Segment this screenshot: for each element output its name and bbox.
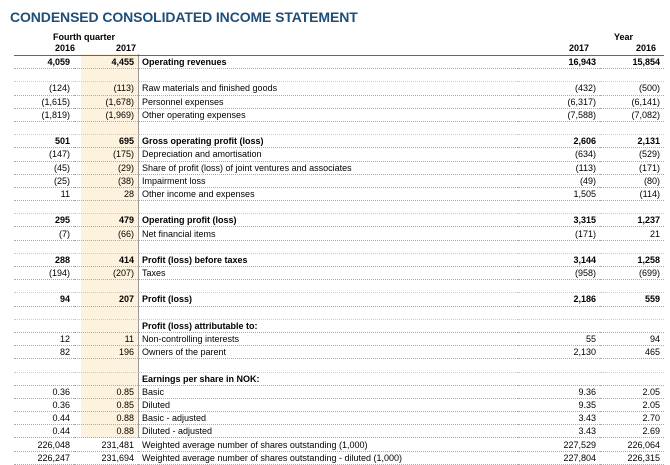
cell-y2017 bbox=[518, 306, 600, 319]
cell-label bbox=[138, 280, 518, 293]
cell-q2017: (29) bbox=[74, 161, 138, 174]
table-row bbox=[14, 161, 664, 174]
cell-q2016: (7) bbox=[14, 227, 74, 240]
col-header-q2017: 2017 bbox=[116, 43, 137, 53]
cell-q2016: 82 bbox=[14, 346, 74, 359]
cell-y2016: 2.70 bbox=[600, 412, 664, 425]
table-row bbox=[14, 372, 664, 385]
spacer-row bbox=[14, 359, 664, 372]
table-row bbox=[14, 214, 664, 227]
cell-q2017 bbox=[74, 69, 138, 82]
cell-y2017 bbox=[518, 240, 600, 253]
cell-y2016 bbox=[600, 306, 664, 319]
cell-q2016 bbox=[14, 69, 74, 82]
cell-y2017 bbox=[518, 121, 600, 134]
cell-q2016: 226,247 bbox=[14, 451, 74, 464]
cell-y2016: 2.05 bbox=[600, 398, 664, 411]
income-statement-table bbox=[14, 55, 664, 465]
cell-q2016: 4,059 bbox=[14, 56, 74, 69]
cell-y2016: (80) bbox=[600, 174, 664, 187]
cell-q2017 bbox=[74, 280, 138, 293]
cell-y2016: 94 bbox=[600, 332, 664, 345]
cell-q2017: (38) bbox=[74, 174, 138, 187]
cell-y2017: 55 bbox=[518, 332, 600, 345]
cell-q2017 bbox=[74, 121, 138, 134]
cell-y2017: 227,804 bbox=[518, 451, 600, 464]
cell-q2017: (113) bbox=[74, 82, 138, 95]
cell-q2016: 0.44 bbox=[14, 425, 74, 438]
cell-y2016: 15,854 bbox=[600, 56, 664, 69]
cell-y2016: 1,237 bbox=[600, 214, 664, 227]
cell-y2016: 2.05 bbox=[600, 385, 664, 398]
quarter-header: Fourth quarter bbox=[53, 32, 115, 42]
cell-q2016: 0.36 bbox=[14, 385, 74, 398]
table-row bbox=[14, 425, 664, 438]
cell-y2016 bbox=[600, 319, 664, 332]
cell-q2016: (25) bbox=[14, 174, 74, 187]
cell-q2017: 196 bbox=[74, 346, 138, 359]
spacer-row bbox=[14, 280, 664, 293]
cell-label: Owners of the parent bbox=[138, 346, 518, 359]
cell-label: Other operating expenses bbox=[138, 108, 518, 121]
cell-label: Gross operating profit (loss) bbox=[138, 135, 518, 148]
table-row bbox=[14, 95, 664, 108]
cell-label: Profit (loss) bbox=[138, 293, 518, 306]
cell-q2016: (1,819) bbox=[14, 108, 74, 121]
cell-y2017 bbox=[518, 69, 600, 82]
cell-q2016 bbox=[14, 201, 74, 214]
cell-q2016 bbox=[14, 319, 74, 332]
cell-y2016: (529) bbox=[600, 148, 664, 161]
cell-y2016: (6,141) bbox=[600, 95, 664, 108]
cell-label: Non-controlling interests bbox=[138, 332, 518, 345]
cell-q2016: 501 bbox=[14, 135, 74, 148]
cell-label bbox=[138, 69, 518, 82]
cell-label: Operating profit (loss) bbox=[138, 214, 518, 227]
cell-label: Basic bbox=[138, 385, 518, 398]
cell-q2017: 231,481 bbox=[74, 438, 138, 451]
cell-label: Raw materials and finished goods bbox=[138, 82, 518, 95]
cell-y2017: 16,943 bbox=[518, 56, 600, 69]
cell-q2016: 0.36 bbox=[14, 398, 74, 411]
cell-label bbox=[138, 121, 518, 134]
cell-y2016: 465 bbox=[600, 346, 664, 359]
cell-y2017: 9.35 bbox=[518, 398, 600, 411]
cell-y2017: 2,130 bbox=[518, 346, 600, 359]
cell-y2016: 559 bbox=[600, 293, 664, 306]
cell-label: Operating revenues bbox=[138, 56, 518, 69]
cell-y2017: 3.43 bbox=[518, 425, 600, 438]
cell-label: Profit (loss) before taxes bbox=[138, 253, 518, 266]
cell-label: Profit (loss) attributable to: bbox=[138, 319, 518, 332]
cell-q2016 bbox=[14, 372, 74, 385]
cell-label: Earnings per share in NOK: bbox=[138, 372, 518, 385]
cell-y2016: 226,064 bbox=[600, 438, 664, 451]
spacer-row bbox=[14, 121, 664, 134]
table-row bbox=[14, 82, 664, 95]
cell-q2016: 226,048 bbox=[14, 438, 74, 451]
cell-q2016 bbox=[14, 280, 74, 293]
cell-q2017: 28 bbox=[74, 187, 138, 200]
table-row bbox=[14, 346, 664, 359]
cell-q2016: (124) bbox=[14, 82, 74, 95]
cell-q2017: 11 bbox=[74, 332, 138, 345]
cell-q2017: 479 bbox=[74, 214, 138, 227]
table-row bbox=[14, 332, 664, 345]
cell-q2017: 0.88 bbox=[74, 425, 138, 438]
cell-q2016: 295 bbox=[14, 214, 74, 227]
cell-q2016: (147) bbox=[14, 148, 74, 161]
cell-q2016: (194) bbox=[14, 267, 74, 280]
year-header: Year bbox=[614, 32, 634, 42]
cell-y2016 bbox=[600, 121, 664, 134]
cell-label bbox=[138, 240, 518, 253]
table-row bbox=[14, 398, 664, 411]
cell-q2016: (45) bbox=[14, 161, 74, 174]
cell-y2016 bbox=[600, 240, 664, 253]
spacer-row bbox=[14, 201, 664, 214]
cell-y2016: (500) bbox=[600, 82, 664, 95]
table-row bbox=[14, 56, 664, 69]
cell-y2017: 9.36 bbox=[518, 385, 600, 398]
table-row bbox=[14, 438, 664, 451]
cell-label: Basic - adjusted bbox=[138, 412, 518, 425]
cell-q2017: 695 bbox=[74, 135, 138, 148]
cell-q2017: (1,969) bbox=[74, 108, 138, 121]
table-row bbox=[14, 385, 664, 398]
spacer-row bbox=[14, 240, 664, 253]
cell-y2017: (49) bbox=[518, 174, 600, 187]
cell-label bbox=[138, 359, 518, 372]
cell-y2017 bbox=[518, 359, 600, 372]
cell-q2017 bbox=[74, 306, 138, 319]
cell-y2016: 2.69 bbox=[600, 425, 664, 438]
cell-label: Personnel expenses bbox=[138, 95, 518, 108]
cell-y2017: (634) bbox=[518, 148, 600, 161]
table-row bbox=[14, 293, 664, 306]
cell-label: Other income and expenses bbox=[138, 187, 518, 200]
cell-label: Depreciation and amortisation bbox=[138, 148, 518, 161]
cell-y2017: 1,505 bbox=[518, 187, 600, 200]
cell-q2017: 414 bbox=[74, 253, 138, 266]
cell-q2016: (1,615) bbox=[14, 95, 74, 108]
col-header-y2016: 2016 bbox=[636, 43, 657, 53]
cell-label: Diluted - adjusted bbox=[138, 425, 518, 438]
table-row bbox=[14, 148, 664, 161]
spacer-row bbox=[14, 69, 664, 82]
page-title: CONDENSED CONSOLIDATED INCOME STATEMENT bbox=[10, 9, 358, 25]
cell-label: Net financial items bbox=[138, 227, 518, 240]
cell-y2017: 3,144 bbox=[518, 253, 600, 266]
cell-q2017: 4,455 bbox=[74, 56, 138, 69]
table-row bbox=[14, 267, 664, 280]
cell-label: Weighted average number of shares outstanding - diluted (1,000) bbox=[138, 451, 518, 464]
cell-q2016 bbox=[14, 121, 74, 134]
cell-y2016: 2,131 bbox=[600, 135, 664, 148]
cell-q2017: 0.85 bbox=[74, 385, 138, 398]
cell-y2017: 2,186 bbox=[518, 293, 600, 306]
cell-label: Diluted bbox=[138, 398, 518, 411]
cell-y2017: 3,315 bbox=[518, 214, 600, 227]
cell-label: Impairment loss bbox=[138, 174, 518, 187]
cell-q2017 bbox=[74, 359, 138, 372]
table-row bbox=[14, 187, 664, 200]
cell-q2017: 207 bbox=[74, 293, 138, 306]
cell-q2016 bbox=[14, 240, 74, 253]
cell-q2017 bbox=[74, 240, 138, 253]
cell-y2017 bbox=[518, 280, 600, 293]
cell-label bbox=[138, 201, 518, 214]
cell-q2017: 231,694 bbox=[74, 451, 138, 464]
cell-y2017: 3.43 bbox=[518, 412, 600, 425]
table-row bbox=[14, 108, 664, 121]
cell-label: Taxes bbox=[138, 267, 518, 280]
cell-y2017: (6,317) bbox=[518, 95, 600, 108]
cell-q2016: 0.44 bbox=[14, 412, 74, 425]
cell-q2016: 94 bbox=[14, 293, 74, 306]
col-header-y2017: 2017 bbox=[569, 43, 590, 53]
table-row bbox=[14, 451, 664, 464]
cell-y2017 bbox=[518, 201, 600, 214]
cell-y2017: (171) bbox=[518, 227, 600, 240]
cell-q2016: 11 bbox=[14, 187, 74, 200]
cell-y2016: 21 bbox=[600, 227, 664, 240]
cell-label: Weighted average number of shares outstanding (1,000) bbox=[138, 438, 518, 451]
cell-y2016: (171) bbox=[600, 161, 664, 174]
cell-y2016: (7,082) bbox=[600, 108, 664, 121]
cell-q2016: 12 bbox=[14, 332, 74, 345]
cell-y2017 bbox=[518, 372, 600, 385]
table-row bbox=[14, 412, 664, 425]
cell-y2017: (113) bbox=[518, 161, 600, 174]
cell-y2016: (114) bbox=[600, 187, 664, 200]
cell-q2017: 0.88 bbox=[74, 412, 138, 425]
cell-y2017 bbox=[518, 319, 600, 332]
cell-y2016 bbox=[600, 372, 664, 385]
cell-y2016: (699) bbox=[600, 267, 664, 280]
col-header-q2016: 2016 bbox=[55, 43, 76, 53]
cell-q2017 bbox=[74, 201, 138, 214]
cell-y2017: 227,529 bbox=[518, 438, 600, 451]
cell-y2016 bbox=[600, 359, 664, 372]
cell-y2016: 1,258 bbox=[600, 253, 664, 266]
spacer-row bbox=[14, 306, 664, 319]
cell-y2017: (7,588) bbox=[518, 108, 600, 121]
cell-y2017: 2,606 bbox=[518, 135, 600, 148]
cell-q2017: 0.85 bbox=[74, 398, 138, 411]
cell-y2017: (958) bbox=[518, 267, 600, 280]
cell-q2017: (66) bbox=[74, 227, 138, 240]
table-row bbox=[14, 174, 664, 187]
cell-q2016 bbox=[14, 306, 74, 319]
cell-y2016: 226,315 bbox=[600, 451, 664, 464]
cell-q2017 bbox=[74, 372, 138, 385]
cell-q2017: (175) bbox=[74, 148, 138, 161]
cell-q2017: (1,678) bbox=[74, 95, 138, 108]
cell-q2016: 288 bbox=[14, 253, 74, 266]
cell-label bbox=[138, 306, 518, 319]
cell-y2016 bbox=[600, 201, 664, 214]
cell-q2017: (207) bbox=[74, 267, 138, 280]
table-row bbox=[14, 227, 664, 240]
cell-y2016 bbox=[600, 280, 664, 293]
cell-y2016 bbox=[600, 69, 664, 82]
cell-y2017: (432) bbox=[518, 82, 600, 95]
cell-q2016 bbox=[14, 359, 74, 372]
cell-q2017 bbox=[74, 319, 138, 332]
cell-label: Share of profit (loss) of joint ventures and associates bbox=[138, 161, 518, 174]
table-row bbox=[14, 135, 664, 148]
table-row bbox=[14, 319, 664, 332]
table-row bbox=[14, 253, 664, 266]
